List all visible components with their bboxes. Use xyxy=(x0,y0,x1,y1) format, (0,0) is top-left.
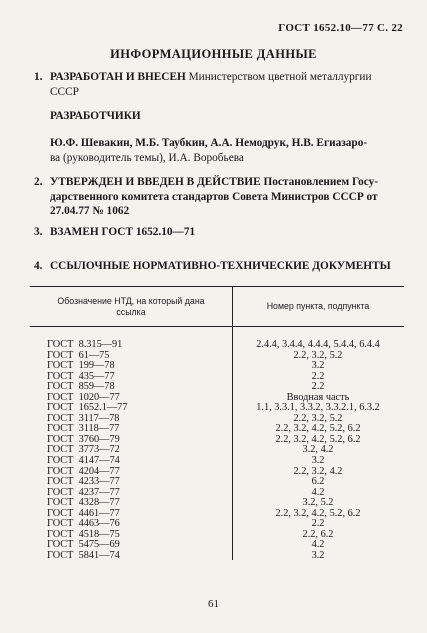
table-cell-document: ГОСТ 5841—74 xyxy=(47,549,120,561)
table-cell-document: ГОСТ 1652.1—77 xyxy=(47,402,128,414)
section-4-text: ССЫЛОЧНЫЕ НОРМАТИВНО-ТЕХНИЧЕСКИЕ ДОКУМЕНТЫ xyxy=(50,260,391,272)
table-cell-document: ГОСТ 4147—74 xyxy=(47,455,120,467)
table-cell-document: ГОСТ 4518—75 xyxy=(47,528,120,540)
table-cell-document: ГОСТ 5475—69 xyxy=(47,539,120,551)
section-1-text xyxy=(50,70,401,99)
table-cell-clause: 2.2 xyxy=(311,381,325,393)
developers-heading-text: РАЗРАБОТЧИКИ xyxy=(50,110,141,122)
table-header-clause: Номер пункта, подпункта xyxy=(266,301,370,311)
table-top-rule xyxy=(30,286,404,287)
table-cell-clause: Вводная часть xyxy=(286,391,350,403)
table-cell-document: ГОСТ 4204—77 xyxy=(47,465,120,477)
table-cell-clause: 1.1, 3.3.1, 3.3.2, 3.3.2.1, 6.3.2 xyxy=(256,402,380,414)
table-cell-clause: 3.2, 5.2 xyxy=(302,497,334,509)
section-2 xyxy=(34,175,401,219)
table-cell-clause: 6.2 xyxy=(311,476,325,488)
table-cell-document: ГОСТ 3760—79 xyxy=(47,433,120,445)
table-cell-document: ГОСТ 1020—77 xyxy=(47,391,120,403)
table-body xyxy=(30,340,404,561)
table-cell-clause: 3.2 xyxy=(311,360,325,372)
table-cell-clause: 2.2, 3.2, 4.2, 5.2, 6.2 xyxy=(275,433,361,445)
developers-line-1: Ю.Ф. Шевакин, М.Б. Таубкин, А.А. Немодрук, Н.В. Егиазаро- xyxy=(50,137,368,149)
developers-list xyxy=(50,136,401,165)
section-1-rest: Министерством цветной металлургии xyxy=(188,71,372,83)
table-cell-clause: 2.2, 3.2, 4.2, 5.2, 6.2 xyxy=(275,423,361,435)
developers-heading xyxy=(50,109,401,124)
section-2-text xyxy=(50,175,401,219)
table-cell-document: ГОСТ 199—78 xyxy=(47,360,115,372)
section-1 xyxy=(34,70,401,99)
table-cell-clause: 3.2 xyxy=(311,455,325,467)
table-header-rule xyxy=(30,326,404,327)
table-cell-document: ГОСТ 3118—77 xyxy=(47,423,120,435)
table-cell-clause: 2.2, 6.2 xyxy=(302,528,334,540)
section-1-bold: РАЗРАБОТАН И ВНЕСЕН xyxy=(50,71,186,83)
table-cell-clause: 2.2 xyxy=(311,518,325,530)
reference-table xyxy=(30,286,404,570)
table-row xyxy=(30,551,404,562)
section-3-number: 3. xyxy=(34,226,43,238)
table-cell-clause: 4.2 xyxy=(311,486,325,498)
table-cell-document: ГОСТ 8.315—91 xyxy=(47,339,123,350)
table-cell-document: ГОСТ 859—78 xyxy=(47,381,115,393)
section-2-bold: УТВЕРЖДЕН И ВВЕДЕН В ДЕЙСТВИЕ xyxy=(50,176,261,188)
section-2-line3: 27.04.77 № 1062 xyxy=(50,205,130,217)
table-cell-clause: 2.2 xyxy=(311,370,325,382)
section-3-text: ВЗАМЕН ГОСТ 1652.10—71 xyxy=(50,226,196,238)
table-cell-clause: 2.2, 3.2, 4.2, 5.2, 6.2 xyxy=(275,507,361,519)
table-cell-document: ГОСТ 4463—76 xyxy=(47,518,120,530)
table-cell-document: ГОСТ 61—75 xyxy=(47,349,110,361)
table-cell-document: ГОСТ 4461—77 xyxy=(47,507,120,519)
table-cell-clause: 2.2, 3.2, 5.2 xyxy=(293,412,343,424)
table-cell-clause: 2.2, 3.2, 5.2 xyxy=(293,349,343,361)
section-2-rest: Постановлением Госу- xyxy=(263,176,379,188)
table-cell-document: ГОСТ 4233—77 xyxy=(47,476,120,488)
section-2-number: 2. xyxy=(34,176,43,188)
table-cell-clause: 3.2, 4.2 xyxy=(302,444,334,456)
table-cell-clause: 2.2, 3.2, 4.2 xyxy=(293,465,343,477)
table-cell-clause: 3.2 xyxy=(311,549,325,561)
table-header-document-line2: ссылка xyxy=(116,307,146,317)
table-header-document xyxy=(30,296,232,318)
table-cell-document: ГОСТ 4328—77 xyxy=(47,497,120,509)
table-cell-clause: 2.4.4, 3.4.4, 4.4.4, 5.4.4, 6.4.4 xyxy=(256,339,380,350)
table-cell-clause: 4.2 xyxy=(311,539,325,551)
table-row xyxy=(30,340,404,351)
table-cell-document: ГОСТ 3117—78 xyxy=(47,412,120,424)
section-2-line2: дарственного комитета стандартов Совета Министров СССР от xyxy=(50,190,378,203)
section-1-number: 1. xyxy=(34,71,43,83)
table-cell-document: ГОСТ 3773—72 xyxy=(47,444,120,456)
section-1-line2: СССР xyxy=(50,85,79,98)
table-cell-document: ГОСТ 4237—77 xyxy=(47,486,120,498)
section-3 xyxy=(34,225,401,240)
section-4-number: 4. xyxy=(34,260,43,272)
developers-line-2: ва (руководитель темы), И.А. Воробьева xyxy=(50,151,244,164)
section-4 xyxy=(34,259,401,274)
page-number: 61 xyxy=(208,598,219,610)
page-header: ГОСТ 1652.10—77 С. 22 xyxy=(278,22,403,34)
table-header-document-line1: Обозначение НТД, на который дана xyxy=(57,296,205,306)
table-row xyxy=(30,456,404,467)
page-title: ИНФОРМАЦИОННЫЕ ДАННЫЕ xyxy=(110,47,317,61)
table-cell-document: ГОСТ 435—77 xyxy=(47,370,115,382)
